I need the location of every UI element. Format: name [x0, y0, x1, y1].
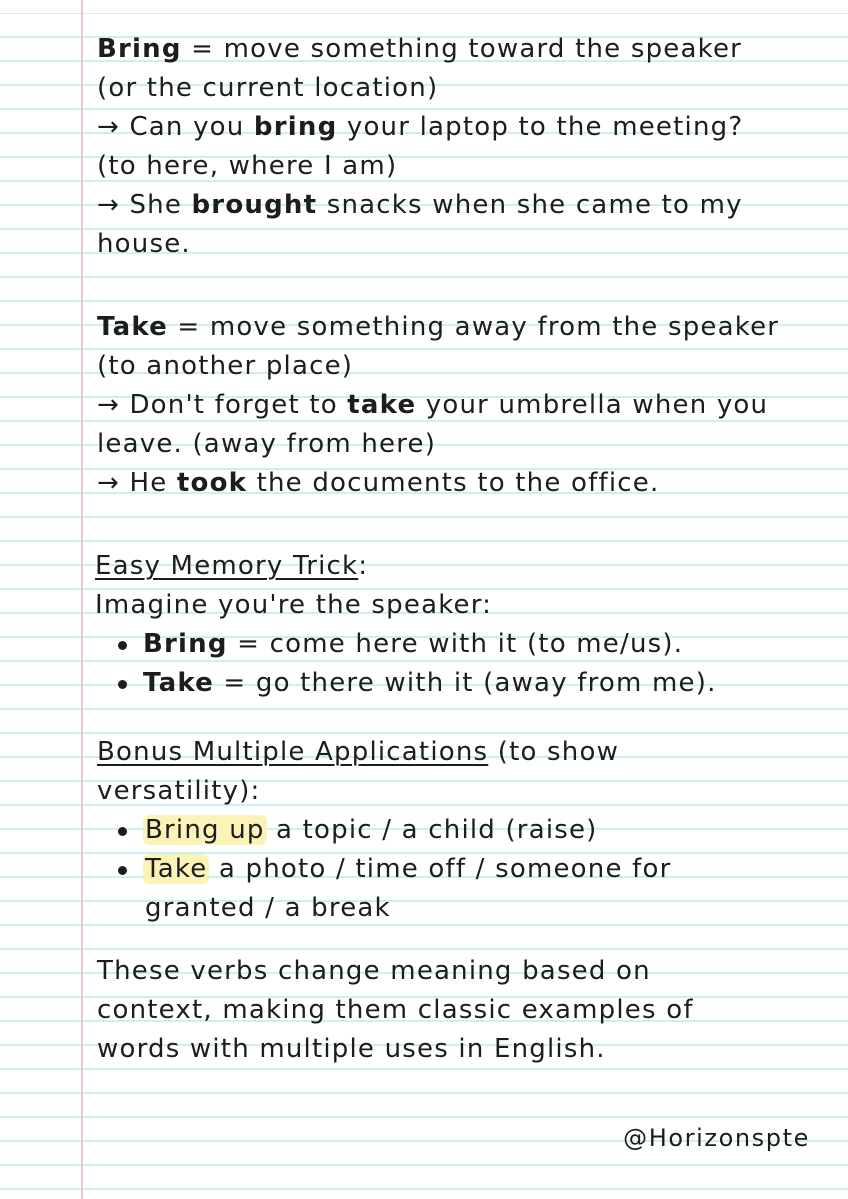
take-example-2	[97, 464, 659, 503]
take-example-2-pre: → He	[97, 468, 177, 498]
take-example-1	[97, 386, 768, 425]
bring-example-1-post: your laptop to the meeting?	[337, 112, 744, 142]
bring-example-2-post: snacks when she came to my	[317, 190, 743, 220]
conclusion-line-2: context, making them classic examples of	[97, 995, 694, 1025]
take-term: Take	[97, 312, 168, 342]
bring-term: Bring	[97, 34, 182, 64]
memory-trick-heading-line	[95, 547, 368, 586]
memory-trick-item-bring	[143, 625, 683, 664]
memory-trick-item-bring-term: Bring	[143, 629, 228, 659]
author-handle: @Horizonspte	[623, 1124, 810, 1152]
bonus-item-bring-up-text: a topic / a child (raise)	[266, 815, 598, 845]
take-example-1-cont: leave. (away from here)	[97, 429, 437, 459]
take-example-1-word: take	[347, 390, 417, 420]
bullet-dot	[118, 827, 127, 836]
bring-definition-line	[97, 30, 742, 69]
take-example-2-word: took	[176, 468, 248, 498]
bring-example-2	[97, 186, 743, 225]
bonus-item-bring-up	[145, 811, 598, 850]
bring-example-1-note: (to here, where I am)	[97, 151, 398, 181]
bonus-item-take-cont: granted / a break	[145, 893, 391, 923]
bonus-item-take	[145, 850, 671, 889]
bonus-item-bring-up-phrase: Bring up	[145, 815, 265, 845]
bonus-item-take-text: a photo / time off / someone for	[209, 854, 672, 884]
bullet-dot	[118, 866, 127, 875]
take-example-2-post: the documents to the office.	[247, 468, 660, 498]
bonus-heading: Bonus Multiple Applications	[97, 737, 489, 767]
take-definition-line	[97, 308, 779, 347]
conclusion-line-1: These verbs change meaning based on	[97, 956, 651, 986]
bring-example-2-pre: → She	[97, 190, 192, 220]
take-definition: = move something away from the speaker	[167, 312, 780, 342]
bonus-heading-cont: versatility):	[97, 776, 261, 806]
bring-example-1-pre: → Can you	[97, 112, 254, 142]
bullet-dot	[118, 680, 127, 689]
bring-example-1-word: bring	[253, 112, 338, 142]
memory-trick-item-take	[143, 664, 717, 703]
take-example-1-pre: → Don't forget to	[97, 390, 348, 420]
bring-definition: = move something toward the speaker	[181, 34, 743, 64]
bring-example-2-word: brought	[191, 190, 318, 220]
memory-trick-heading: Easy Memory Trick	[95, 551, 359, 581]
memory-trick-item-bring-text: = come here with it (to me/us).	[227, 629, 684, 659]
bonus-item-take-phrase: Take	[145, 854, 208, 884]
bring-example-2-cont: house.	[97, 229, 191, 259]
memory-trick-intro: Imagine you're the speaker:	[95, 590, 493, 620]
bonus-heading-rest: (to show	[488, 737, 620, 767]
bonus-heading-line	[97, 733, 619, 772]
take-example-1-post: your umbrella when you	[416, 390, 769, 420]
bring-definition-cont: (or the current location)	[97, 73, 439, 103]
memory-trick-colon: :	[358, 551, 369, 581]
margin-line	[81, 0, 83, 1199]
bring-example-1	[97, 108, 743, 147]
take-definition-cont: (to another place)	[97, 351, 354, 381]
memory-trick-item-take-term: Take	[143, 668, 214, 698]
conclusion-line-3: words with multiple uses in English.	[97, 1034, 606, 1064]
memory-trick-item-take-text: = go there with it (away from me).	[213, 668, 717, 698]
bullet-dot	[118, 641, 127, 650]
